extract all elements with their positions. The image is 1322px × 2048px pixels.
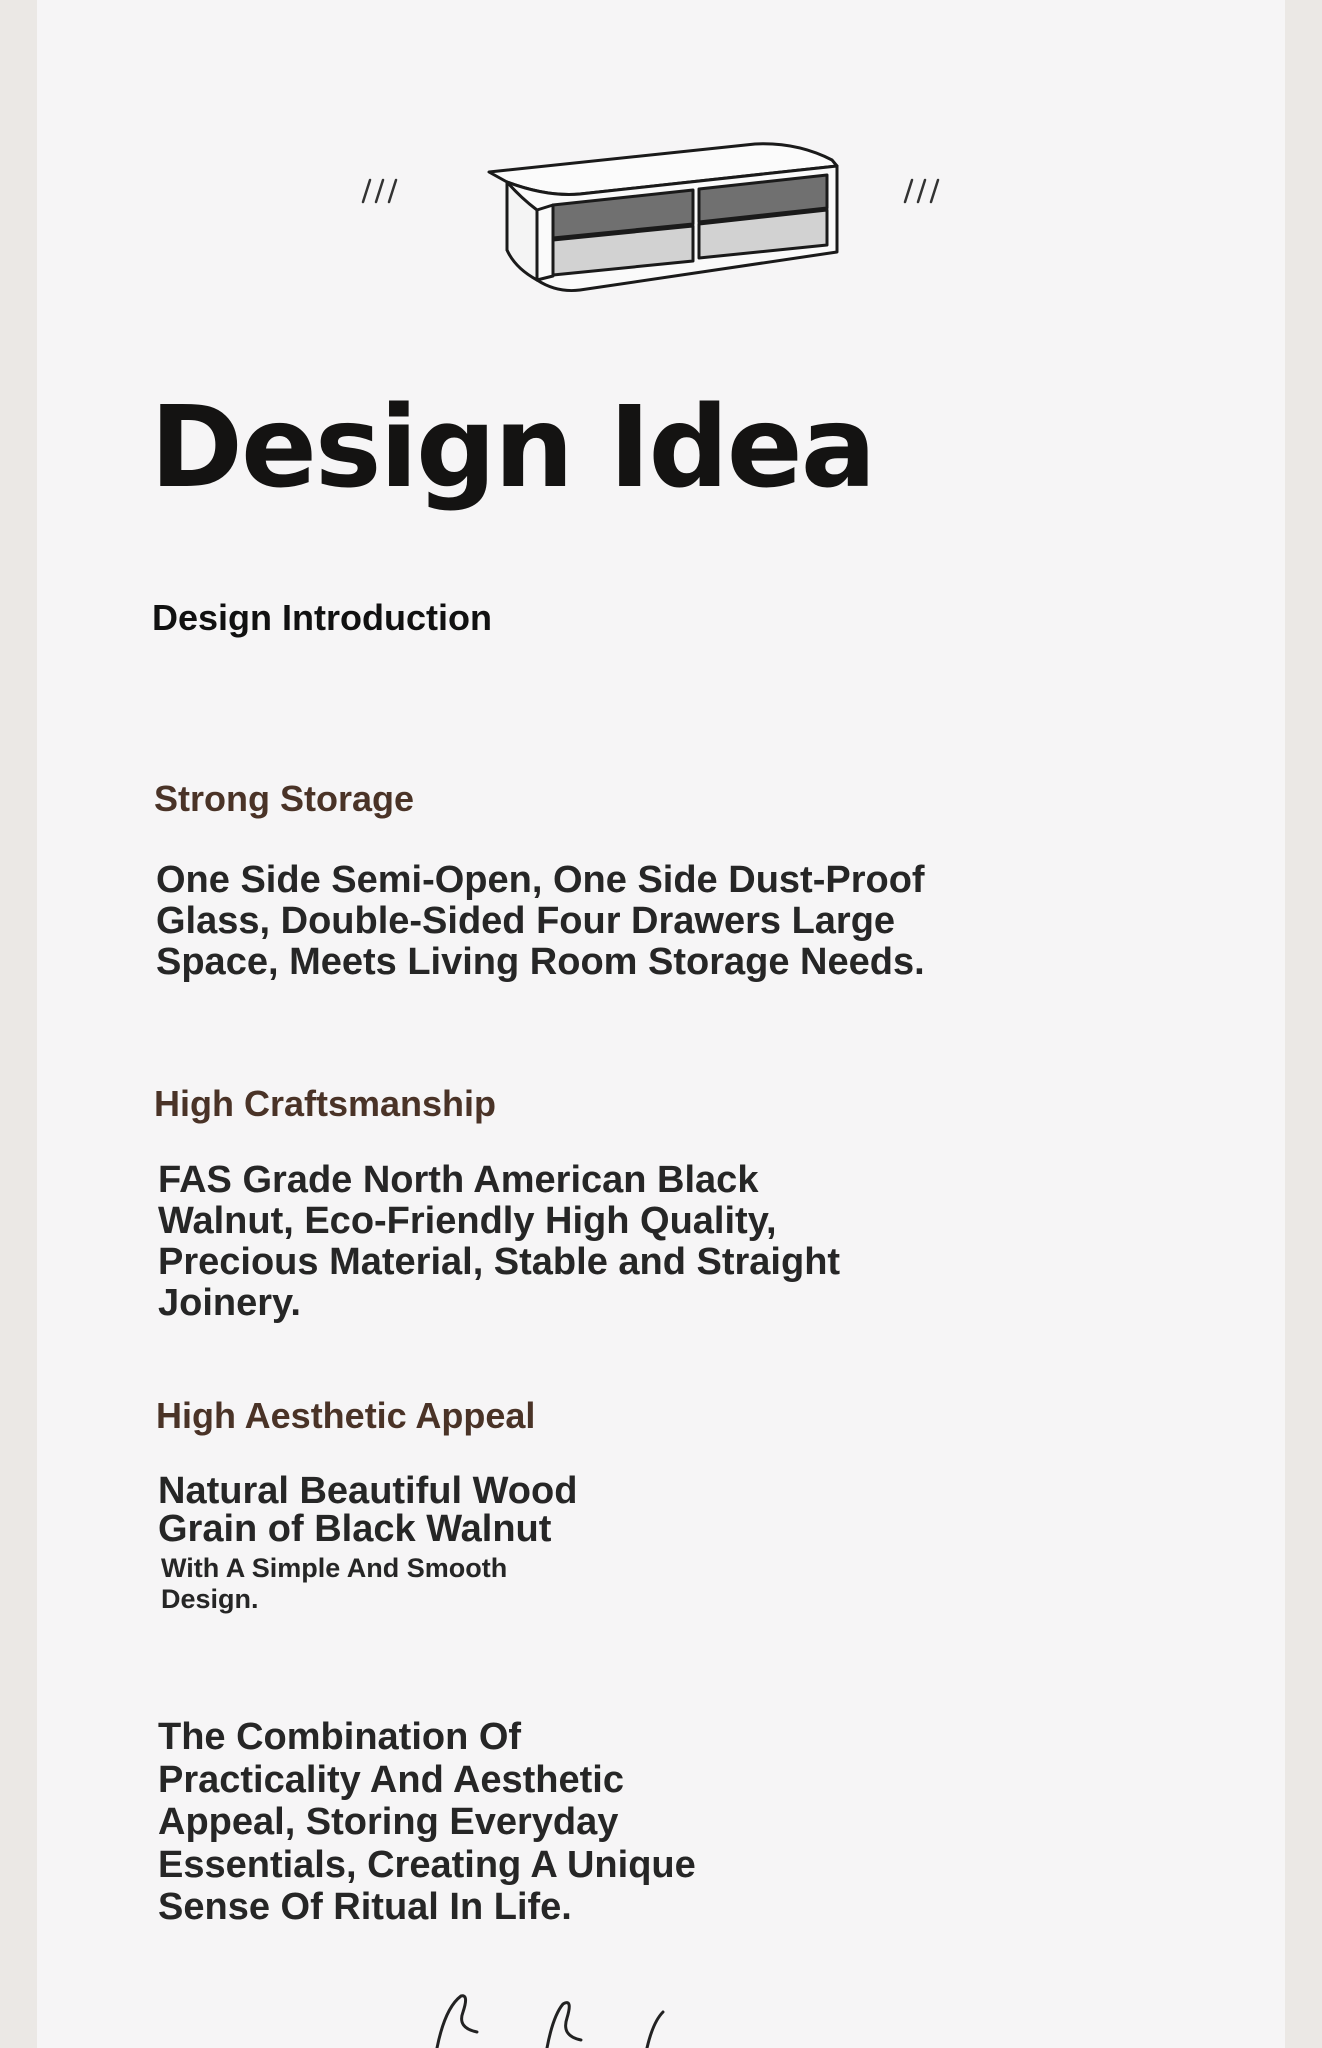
heading-strong-storage: Strong Storage <box>154 778 415 819</box>
product-detail-page <box>37 0 1285 2048</box>
section-label-design-introduction: Design Introduction <box>152 597 492 638</box>
signature-flourish <box>397 1988 757 2048</box>
page-title: Design Idea <box>150 383 875 513</box>
paragraph-strong-storage: One Side Semi-Open, One Side Dust-Proof Glass, Double-Sided Four Drawers Large Space, Meets Living Room Storage Needs. <box>156 859 925 984</box>
slash-marks-right <box>905 180 938 202</box>
paragraph-high-aesthetic-appeal: Natural Beautiful Wood Grain of Black Walnut <box>158 1470 578 1550</box>
subtext-simple-smooth-design: With A Simple And Smooth Design. <box>161 1553 508 1615</box>
heading-high-craftsmanship: High Craftsmanship <box>154 1083 497 1124</box>
slash-marks-left <box>363 180 396 202</box>
paragraph-high-craftsmanship: FAS Grade North American Black Walnut, Eco-Friendly High Quality, Precious Material, Stable and Straight Joinery. <box>158 1159 841 1325</box>
heading-high-aesthetic-appeal: High Aesthetic Appeal <box>156 1395 536 1436</box>
tv-cabinet-illustration <box>37 0 1285 330</box>
closing-paragraph: The Combination Of Practicality And Aesthetic Appeal, Storing Everyday Essentials, Creating A Unique Sense Of Ritual In Life. <box>158 1716 696 1929</box>
